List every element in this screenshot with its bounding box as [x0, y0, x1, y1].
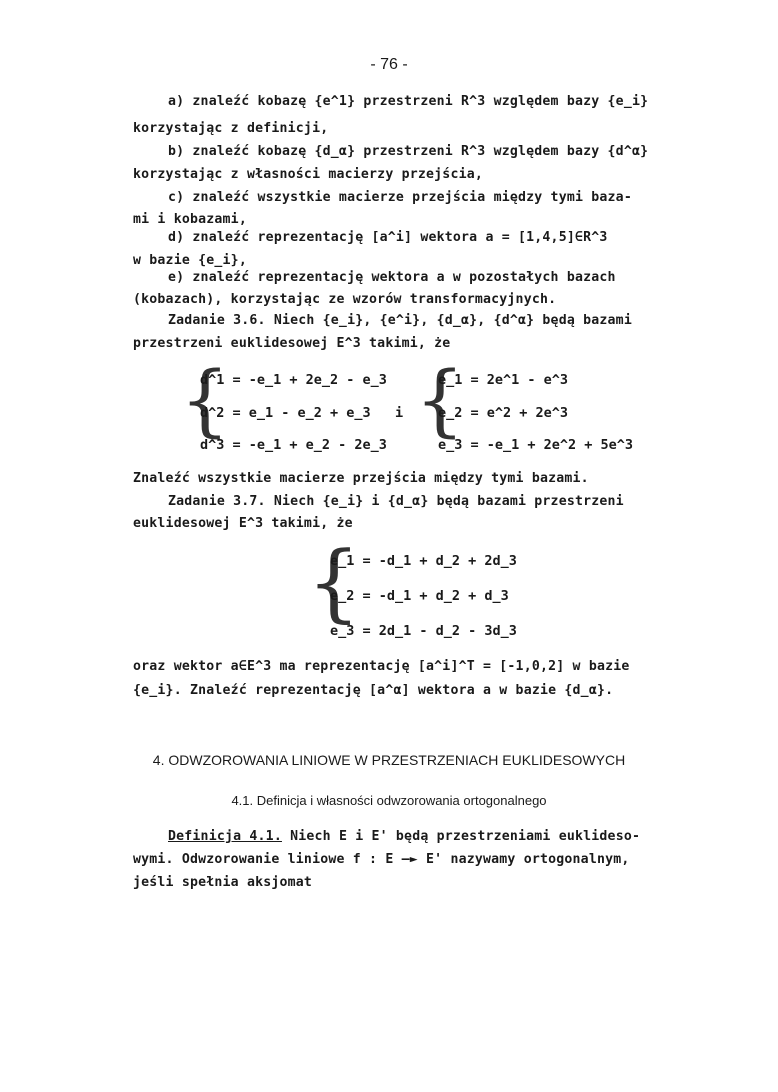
item-b: b) znaleźć kobazę {d_α} przestrzeni R^3 względem bazy {d^α}: [168, 144, 649, 159]
right-eq-3: e_3 = -e_1 + 2e^2 + 5e^3: [438, 437, 634, 453]
definition-line1-rest: Niech E i E' będą przestrzeniami euklideso-: [281, 829, 641, 844]
zadanie-3-7-line2: euklidesowej E^3 takimi, że: [133, 516, 353, 531]
system-eq-1: e_1 = -d_1 + d_2 + 2d_3: [330, 553, 517, 569]
left-brace: {: [180, 356, 230, 446]
system-eq-3: e_3 = 2d_1 - d_2 - 3d_3: [330, 623, 517, 639]
left-eq-1: d^1 = -e_1 + 2e_2 - e_3: [200, 372, 387, 388]
item-c-cont: mi i kobazami,: [133, 212, 247, 227]
page-number: - 76 -: [370, 56, 408, 73]
zadanie-3-6-line1: Zadanie 3.6. Niech {e_i}, {e^i}, {d_α}, {d^α} będą bazami: [168, 313, 632, 328]
right-brace: {: [415, 356, 465, 446]
zadanie-3-6-task: Znaleźć wszystkie macierze przejścia między tymi bazami.: [133, 471, 589, 486]
item-b-cont: korzystając z własności macierzy przejścia,: [133, 167, 484, 182]
left-eq-3: d^3 = -e_1 + e_2 - 2e_3: [200, 437, 387, 453]
section-title: 4. ODWZOROWANIA LINIOWE W PRZESTRZENIACH EUKLIDESOWYCH: [152, 752, 626, 768]
item-d-cont: w bazie {e_i},: [133, 253, 247, 268]
system-eq-2: e_2 = -d_1 + d_2 + d_3: [330, 588, 509, 604]
definition-line3: jeśli spełnia aksjomat: [133, 875, 313, 890]
subsection-title: 4.1. Definicja i własności odwzorowania ortogonalnego: [231, 793, 547, 808]
item-a-cont: korzystając z definicji,: [133, 121, 329, 136]
zadanie-3-7-line1: Zadanie 3.7. Niech {e_i} i {d_α} będą bazami przestrzeni: [168, 494, 624, 509]
zadanie-3-7-line3: oraz wektor a∈E^3 ma reprezentację [a^i]^T = [-1,0,2] w bazie: [133, 659, 630, 674]
item-d: d) znaleźć reprezentację [a^i] wektora a = [1,4,5]∈R^3: [168, 230, 608, 245]
left-eq-2: d^2 = e_1 - e_2 + e_3: [200, 405, 371, 421]
item-c: c) znaleźć wszystkie macierze przejścia między tymi baza-: [168, 190, 632, 205]
right-eq-1: e_1 = 2e^1 - e^3: [438, 372, 569, 388]
right-eq-2: e_2 = e^2 + 2e^3: [438, 405, 569, 421]
zadanie-3-7-line4: {e_i}. Znaleźć reprezentację [a^α] wektora a w bazie {d_α}.: [133, 683, 614, 698]
item-e: e) znaleźć reprezentację wektora a w pozostałych bazach: [168, 270, 616, 285]
item-e-cont: (kobazach), korzystając ze wzorów transformacyjnych.: [133, 292, 557, 307]
zadanie-3-6-line2: przestrzeni euklidesowej E^3 takimi, że: [133, 336, 451, 351]
definition-label: Definicja 4.1.: [168, 829, 282, 844]
definition-line2: wymi. Odwzorowanie liniowe f : E —► E' nazywamy ortogonalnym,: [133, 852, 630, 867]
item-a: a) znaleźć kobazę {e^1} przestrzeni R^3 względem bazy {e_i}: [168, 94, 649, 109]
definition-line1: [168, 829, 683, 844]
system-brace: {: [307, 533, 361, 631]
conjunction-i: i: [395, 405, 404, 421]
